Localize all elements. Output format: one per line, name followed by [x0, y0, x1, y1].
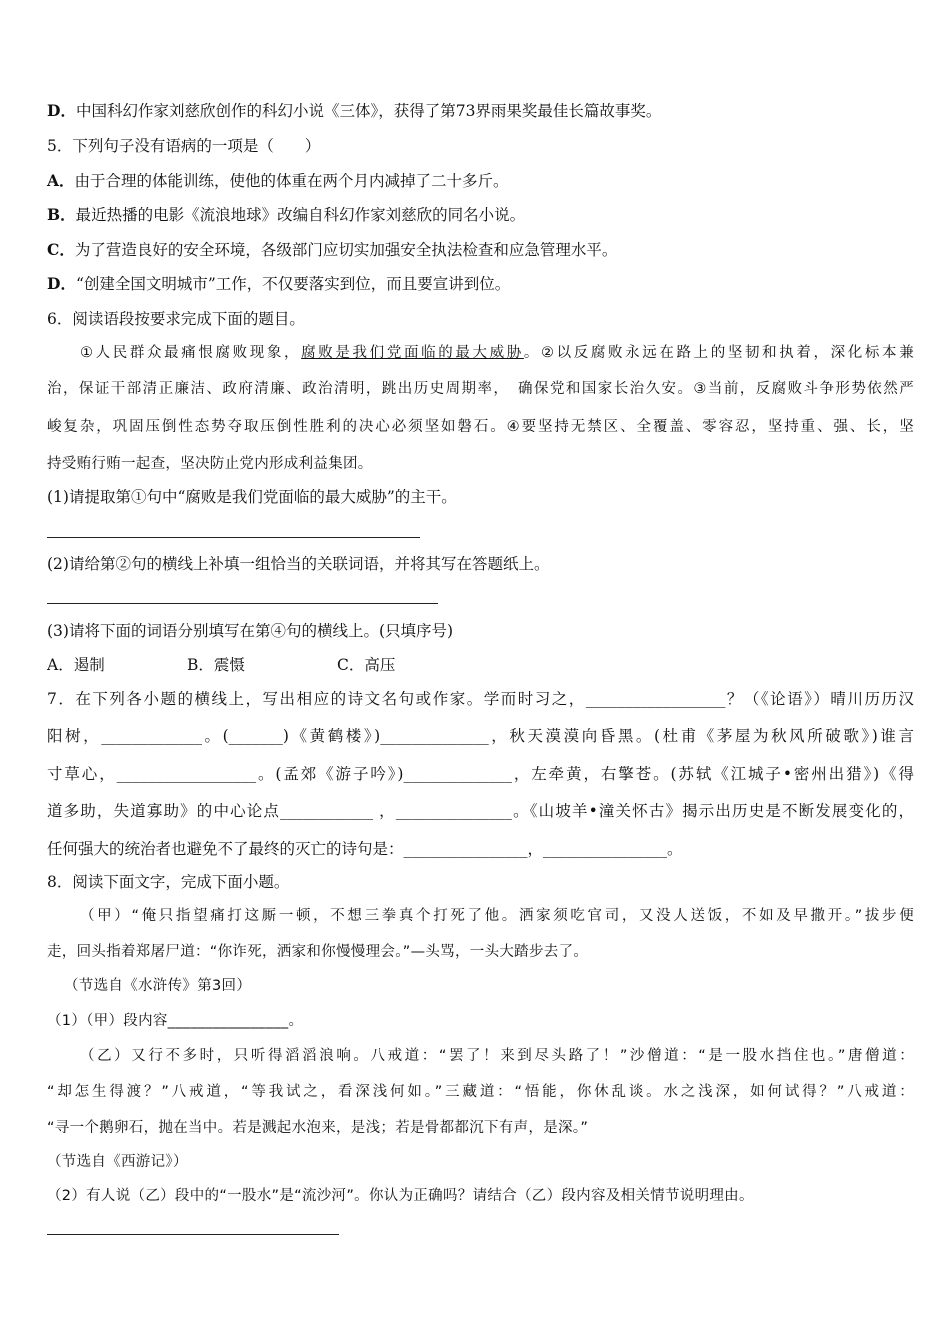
q8-stem: 8．阅读下面文字，完成下面小题。: [47, 873, 290, 891]
q7-line-3: 寸草心，__________________。(孟郊《游子吟》)______________，左牵黄，右擎苍。(苏轼《江城子•密州出猎》)《得: [47, 765, 914, 783]
passage-text: ①人民群众最痛恨腐败现象，: [80, 345, 302, 361]
answer-line: [47, 537, 420, 538]
q6-sub-question-1: (1)请提取第①句中“腐败是我们党面临的最大威胁”的主干。: [47, 488, 457, 506]
q8-jia-source: （节选自《水浒传》第3回）: [64, 978, 252, 994]
choice-a: A．遏制: [47, 656, 105, 674]
q6-sub-question-2: (2)请给第②句的横线上补填一组恰当的关联词语，并将其写在答题纸上。: [47, 555, 550, 573]
q4-option-d: [47, 101, 914, 121]
underlined-phrase: 腐败是我们党面临的最大威胁: [301, 345, 524, 361]
q6-stem: 6．阅读语段按要求完成下面的题目。: [47, 310, 305, 328]
option-text: “创建全国文明城市”工作，不仅要落实到位，而且要宣讲到位。: [75, 275, 511, 293]
option-letter: A．: [47, 171, 75, 190]
option-text: 由于合理的体能训练，使他的体重在两个月内减掉了二十多斤。: [74, 172, 509, 190]
q5-stem: 5．下列句子没有语病的一项是（ ）: [47, 137, 321, 155]
answer-line: [47, 603, 438, 604]
q8-yi-line-3: “寻一个鹅卵石，抛在当中。若是溅起水泡来，是浅；若是骨都都沉下有声，是深。”: [47, 1120, 589, 1136]
q8-sub-question-2: （2）有人说（乙）段中的“一股水”是“流沙河”。你认为正确吗？请结合（乙）段内容及相关情节说明理由。: [47, 1188, 754, 1204]
q5-option-a: [47, 171, 914, 191]
q7-line-2: 阳树，_____________。(_______)《黄鹤楼》)______________，秋天漠漠向昏黑。(杜甫《茅屋为秋风所破歌》)谁言: [47, 727, 914, 745]
choice-c: C．高压: [337, 656, 396, 674]
q6-choices: [47, 655, 914, 675]
q5-option-c: [47, 240, 914, 260]
q8-yi-source: （节选自《西游记》）: [47, 1154, 188, 1170]
option-letter: B．: [47, 205, 76, 224]
option-letter: C．: [47, 240, 75, 259]
q7-line-1: 7．在下列各小题的横线上，写出相应的诗文名句或作家。学而时习之，__________________？（《论语》）晴川历历汉: [47, 690, 914, 708]
q8-jia-line-1: （甲）“俺只指望痛打这厮一顿，不想三拳真个打死了他。洒家须吃官司，又没人送饭，不如及早撒开。”拔步便: [80, 908, 914, 924]
option-text: 为了营造良好的安全环境，各级部门应切实加强安全执法检查和应急管理水平。: [74, 241, 618, 259]
answer-line: [47, 1234, 339, 1235]
q8-sub-question-1: （1）（甲）段内容________________。: [47, 1013, 304, 1029]
q6-sub-question-3: (3)请将下面的词语分别填写在第④句的横线上。(只填序号): [47, 622, 454, 640]
option-letter: D．: [47, 101, 76, 120]
q5-option-d: [47, 274, 914, 294]
option-text: 中国科幻作家刘慈欣创作的科幻小说《三体》，获得了第73界雨果奖最佳长篇故事奖。: [75, 102, 662, 120]
choice-b: B．震慑: [187, 656, 245, 674]
q7-line-5: 任何强大的统治者也避免不了最终的灭亡的诗句是：________________，________________。: [47, 840, 683, 858]
passage-text: 。②以反腐败永远在路上的坚韧和执着，深化标本兼: [523, 345, 914, 361]
option-text: 最近热播的电影《流浪地球》改编自科幻作家刘慈欣的同名小说。: [75, 206, 526, 224]
q6-passage-line-3: 峻复杂，巩固压倒性态势夺取压倒性胜利的决心必须坚如磐石。④要坚持无禁区、全覆盖、零容忍，坚持重、强、长，坚: [47, 419, 914, 435]
q5-option-b: [47, 205, 914, 225]
q7-line-4: 道多助，失道寡助》的中心论点____________ ，_______________。《山坡羊•潼关怀古》揭示出历史是不断发展变化的，: [47, 802, 914, 820]
q8-yi-line-2: “却怎生得渡？”八戒道，“等我试之，看深浅何如。”三藏道：“悟能，你休乱谈。水之浅深，如何试得？”八戒道：: [47, 1084, 914, 1100]
option-letter: D．: [47, 274, 76, 293]
q6-passage-line-1: [80, 343, 914, 363]
q6-passage-line-4: 持受贿行贿一起查，坚决防止党内形成利益集团。: [47, 456, 373, 472]
q8-yi-line-1: （乙）又行不多时，只听得滔滔浪响。八戒道：“罢了！来到尽头路了！”沙僧道：“是一股水挡住也。”唐僧道：: [80, 1048, 914, 1064]
q8-jia-line-2: 走，回头指着郑屠尸道：“你诈死，洒家和你慢慢理会。”—头骂，一头大踏步去了。: [47, 944, 589, 960]
q6-passage-line-2: 治，保证干部清正廉洁、政府清廉、政治清明，跳出历史周期率， 确保党和国家长治久安。③当前，反腐败斗争形势依然严: [47, 381, 914, 397]
